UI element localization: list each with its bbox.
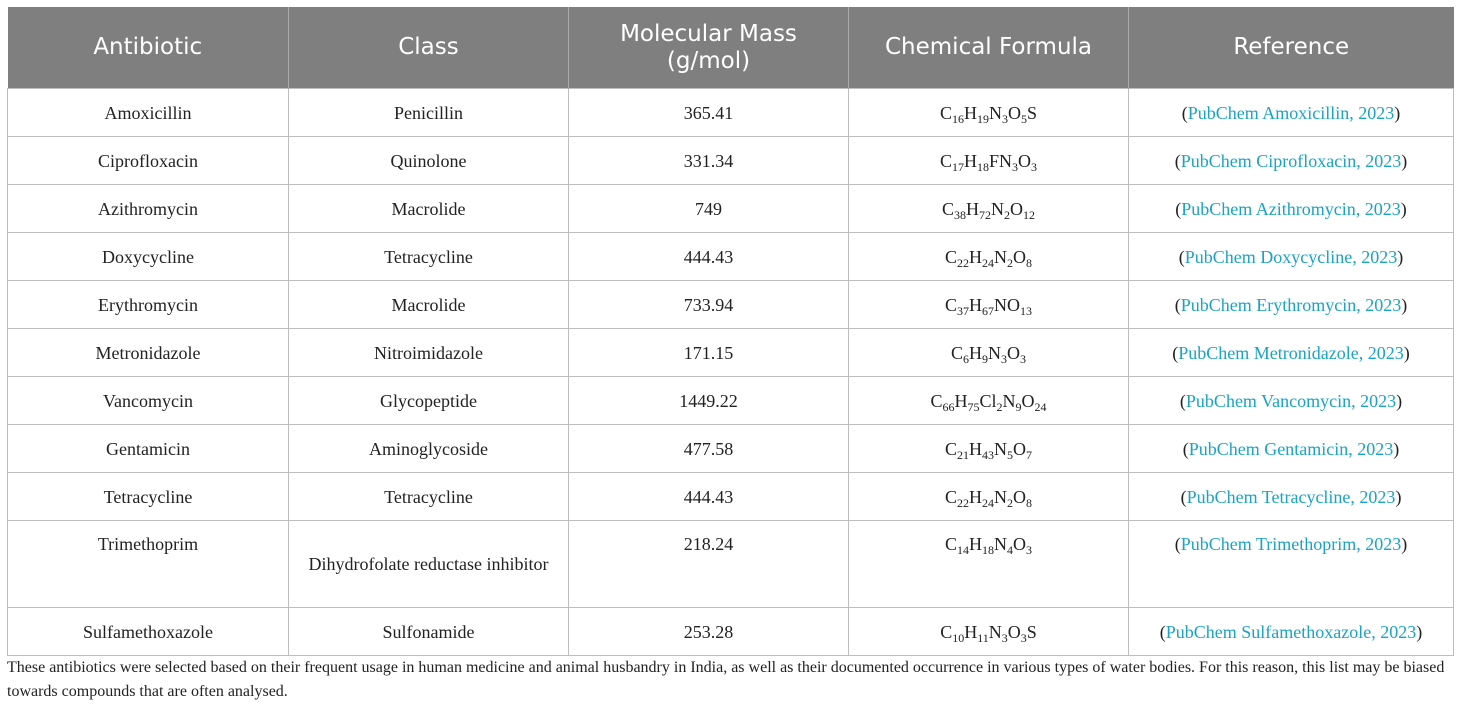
molecular-mass-cell: 444.43: [569, 473, 849, 521]
formula-subscript: 9: [1015, 399, 1022, 414]
reference-cell: [1129, 281, 1454, 329]
table-footnote: These antibiotics were selected based on their frequent usage in human medicine and animal husbandry in India, as well as their documented occurrence in various types of water bodies. For this reason, this list may be biased towards compounds that are often analysed.: [7, 659, 1445, 700]
reference-cell: [1129, 137, 1454, 185]
antibiotics-table-container: [7, 7, 1453, 656]
formula-element: N: [988, 621, 1002, 642]
formula-subscript: 22: [957, 255, 969, 270]
header-reference: Reference: [1129, 7, 1454, 89]
header-chemical-formula: Chemical Formula: [849, 7, 1129, 89]
molecular-mass-cell: 331.34: [569, 137, 849, 185]
formula-subscript: 5: [1021, 111, 1027, 126]
reference-cell: [1129, 185, 1454, 233]
antibiotic-name-cell: Sulfamethoxazole: [8, 608, 289, 656]
formula-subscript: 13: [1020, 303, 1032, 318]
formula-element: N: [994, 486, 1007, 507]
molecular-mass-cell: 253.28: [569, 608, 849, 656]
chemical-formula-cell: [849, 89, 1129, 137]
formula-element: O: [1008, 102, 1021, 123]
formula-element: H: [969, 294, 982, 315]
reference-cell: [1129, 425, 1454, 473]
formula-subscript: 3: [1020, 351, 1026, 366]
table-row: [8, 608, 1454, 656]
reference-link[interactable]: PubChem Sulfamethoxazole, 2023: [1165, 621, 1417, 642]
formula-element: C: [950, 342, 963, 363]
formula-subscript: 2: [1007, 255, 1013, 270]
reference-link[interactable]: PubChem Trimethoprim, 2023: [1180, 534, 1402, 554]
antibiotic-name-cell: Trimethoprim: [8, 521, 289, 608]
formula-element: C: [944, 246, 957, 267]
molecular-mass-cell: 749: [569, 185, 849, 233]
chemical-formula-cell: [849, 377, 1129, 425]
formula-element: N: [988, 342, 1001, 363]
formula-element: NO: [994, 294, 1020, 315]
header-molecular-mass: Molecular Mass (g/mol): [569, 7, 849, 89]
table-body: [8, 89, 1454, 656]
formula-element: H: [964, 150, 977, 171]
chemical-formula-cell: [849, 185, 1129, 233]
antibiotic-name-cell: Tetracycline: [8, 473, 289, 521]
class-cell: Macrolide: [289, 185, 569, 233]
formula-subscript: 3: [1020, 630, 1027, 645]
formula-element: O: [1013, 246, 1026, 267]
formula-element: N: [989, 102, 1002, 123]
formula-element: N: [991, 198, 1004, 219]
table-header: [8, 7, 1454, 89]
molecular-mass-cell: 171.15: [569, 329, 849, 377]
formula-subscript: 24: [1034, 399, 1047, 414]
antibiotic-name-cell: Gentamicin: [8, 425, 289, 473]
formula-subscript: 3: [1002, 111, 1008, 126]
formula-subscript: 3: [1031, 159, 1038, 174]
reference-cell: [1129, 89, 1454, 137]
formula-subscript: 75: [967, 399, 980, 414]
chemical-formula-cell: [849, 233, 1129, 281]
reference-cell: [1129, 608, 1454, 656]
close-paren: ): [1416, 621, 1423, 642]
class-cell: Nitroimidazole: [289, 329, 569, 377]
molecular-mass-cell: 218.24: [569, 521, 849, 608]
antibiotic-name-cell: Vancomycin: [8, 377, 289, 425]
open-paren: (: [1180, 486, 1187, 507]
chemical-formula-cell: [849, 473, 1129, 521]
molecular-mass-cell: 477.58: [569, 425, 849, 473]
antibiotic-name-cell: Doxycycline: [8, 233, 289, 281]
formula-element: O: [1013, 438, 1026, 459]
formula-element: FN: [989, 150, 1013, 171]
reference-link[interactable]: PubChem Amoxicillin, 2023: [1187, 102, 1395, 123]
formula-subscript: 21: [957, 447, 969, 462]
formula-element: O: [1007, 621, 1021, 642]
formula-subscript: 72: [979, 207, 991, 222]
table-row: [8, 233, 1454, 281]
formula-subscript: 18: [977, 159, 989, 174]
formula-subscript: 19: [977, 111, 989, 126]
formula-subscript: 3: [1026, 543, 1032, 557]
formula-subscript: 24: [982, 255, 994, 270]
formula-element: H: [969, 438, 982, 459]
close-paren: ): [1401, 294, 1408, 315]
formula-subscript: 4: [1007, 543, 1013, 557]
reference-link[interactable]: PubChem Erythromycin, 2023: [1180, 294, 1402, 315]
class-cell: Sulfonamide: [289, 608, 569, 656]
formula-subscript: 3: [1001, 630, 1008, 645]
formula-element: S: [1027, 102, 1038, 123]
antibiotic-name-cell: Ciprofloxacin: [8, 137, 289, 185]
formula-element: H: [969, 342, 982, 363]
close-paren: ): [1396, 390, 1403, 411]
formula-element: H: [954, 390, 968, 411]
open-paren: (: [1182, 438, 1189, 459]
formula-subscript: 8: [1026, 255, 1032, 270]
reference-link[interactable]: PubChem Doxycycline, 2023: [1184, 246, 1398, 267]
class-cell: Aminoglycoside: [289, 425, 569, 473]
open-paren: (: [1181, 102, 1188, 123]
table-row: [8, 89, 1454, 137]
open-paren: (: [1174, 534, 1181, 554]
close-paren: ): [1401, 150, 1408, 171]
reference-cell: [1129, 377, 1454, 425]
open-paren: (: [1174, 150, 1181, 171]
formula-element: N: [994, 246, 1007, 267]
chemical-formula-cell: [849, 521, 1129, 608]
close-paren: ): [1394, 102, 1401, 123]
table-row: [8, 377, 1454, 425]
formula-subscript: 2: [1007, 495, 1013, 510]
class-cell: Glycopeptide: [289, 377, 569, 425]
molecular-mass-cell: 1449.22: [569, 377, 849, 425]
reference-cell: [1129, 473, 1454, 521]
open-paren: (: [1159, 621, 1166, 642]
chemical-formula-cell: [849, 329, 1129, 377]
table-row: [8, 473, 1454, 521]
formula-element: C: [939, 102, 952, 123]
formula-element: C: [944, 486, 957, 507]
formula-element: C: [944, 534, 957, 554]
formula-element: N: [1002, 390, 1016, 411]
close-paren: ): [1401, 534, 1408, 554]
formula-subscript: 3: [1001, 351, 1007, 366]
formula-element: C: [930, 390, 943, 411]
formula-element: C: [940, 621, 953, 642]
formula-element: O: [1007, 342, 1020, 363]
formula-element: C: [944, 438, 957, 459]
table-row: [8, 425, 1454, 473]
formula-subscript: 12: [1023, 207, 1035, 222]
formula-subscript: 10: [952, 630, 965, 645]
reference-cell: [1129, 521, 1454, 608]
formula-subscript: 7: [1026, 447, 1032, 462]
formula-subscript: 2: [1004, 207, 1010, 222]
table-row: [8, 185, 1454, 233]
antibiotic-name-cell: Metronidazole: [8, 329, 289, 377]
open-paren: (: [1179, 390, 1186, 411]
close-paren: ): [1393, 438, 1400, 459]
formula-element: Cl: [979, 390, 997, 411]
class-cell: Quinolone: [289, 137, 569, 185]
formula-element: O: [1013, 486, 1026, 507]
reference-link[interactable]: PubChem Ciprofloxacin, 2023: [1180, 150, 1402, 171]
reference-link[interactable]: PubChem Azithromycin, 2023: [1181, 198, 1401, 219]
molecular-mass-cell: 733.94: [569, 281, 849, 329]
antibiotic-name-cell: Azithromycin: [8, 185, 289, 233]
class-cell: Macrolide: [289, 281, 569, 329]
open-paren: (: [1174, 294, 1181, 315]
formula-element: H: [969, 246, 982, 267]
reference-cell: [1129, 233, 1454, 281]
header-class: Class: [289, 7, 569, 89]
chemical-formula-cell: [849, 425, 1129, 473]
formula-subscript: 9: [982, 351, 988, 366]
formula-element: H: [964, 621, 978, 642]
formula-subscript: 8: [1026, 495, 1032, 510]
formula-subscript: 18: [982, 543, 994, 557]
formula-subscript: 6: [963, 351, 969, 366]
close-paren: ): [1403, 342, 1410, 363]
formula-subscript: 11: [977, 630, 989, 645]
table-row: [8, 281, 1454, 329]
formula-element: O: [1013, 534, 1026, 554]
reference-link[interactable]: PubChem Vancomycin, 2023: [1185, 390, 1397, 411]
formula-subscript: 43: [982, 447, 994, 462]
formula-subscript: 67: [982, 303, 994, 318]
open-paren: (: [1178, 246, 1185, 267]
formula-element: N: [994, 534, 1007, 554]
formula-element: H: [969, 534, 982, 554]
open-paren: (: [1175, 198, 1182, 219]
formula-subscript: 37: [957, 303, 969, 318]
formula-subscript: 17: [952, 159, 964, 174]
chemical-formula-cell: [849, 281, 1129, 329]
antibiotic-name-cell: Erythromycin: [8, 281, 289, 329]
formula-element: C: [941, 198, 954, 219]
formula-element: O: [1018, 150, 1032, 171]
antibiotic-name-cell: Amoxicillin: [8, 89, 289, 137]
antibiotics-table: [7, 7, 1454, 656]
close-paren: ): [1395, 486, 1402, 507]
formula-subscript: 16: [952, 111, 964, 126]
formula-element: S: [1026, 621, 1037, 642]
reference-cell: [1129, 329, 1454, 377]
close-paren: ): [1397, 246, 1404, 267]
formula-element: N: [994, 438, 1007, 459]
formula-subscript: 38: [954, 207, 966, 222]
formula-subscript: 3: [1012, 159, 1019, 174]
formula-subscript: 14: [957, 543, 969, 557]
formula-element: C: [939, 150, 952, 171]
reference-link[interactable]: PubChem Metronidazole, 2023: [1178, 342, 1404, 363]
formula-subscript: 5: [1007, 447, 1013, 462]
class-cell: Penicillin: [289, 89, 569, 137]
formula-element: C: [944, 294, 957, 315]
reference-link[interactable]: PubChem Gentamicin, 2023: [1188, 438, 1394, 459]
formula-element: O: [1021, 390, 1035, 411]
formula-element: H: [966, 198, 979, 219]
header-antibiotic: Antibiotic: [8, 7, 289, 89]
formula-subscript: 2: [996, 399, 1003, 414]
close-paren: ): [1400, 198, 1407, 219]
class-cell: Tetracycline: [289, 473, 569, 521]
reference-link[interactable]: PubChem Tetracycline, 2023: [1186, 486, 1396, 507]
table-row: [8, 521, 1454, 608]
table-row: [8, 137, 1454, 185]
molecular-mass-cell: 444.43: [569, 233, 849, 281]
class-cell: Dihydrofolate reductase inhibitor: [289, 521, 569, 608]
class-cell: Tetracycline: [289, 233, 569, 281]
formula-element: H: [964, 102, 977, 123]
table-row: [8, 329, 1454, 377]
molecular-mass-cell: 365.41: [569, 89, 849, 137]
chemical-formula-cell: [849, 608, 1129, 656]
formula-subscript: 66: [942, 399, 955, 414]
formula-subscript: 24: [982, 495, 994, 510]
open-paren: (: [1172, 342, 1179, 363]
formula-element: H: [969, 486, 982, 507]
formula-subscript: 22: [957, 495, 969, 510]
chemical-formula-cell: [849, 137, 1129, 185]
formula-element: O: [1010, 198, 1023, 219]
